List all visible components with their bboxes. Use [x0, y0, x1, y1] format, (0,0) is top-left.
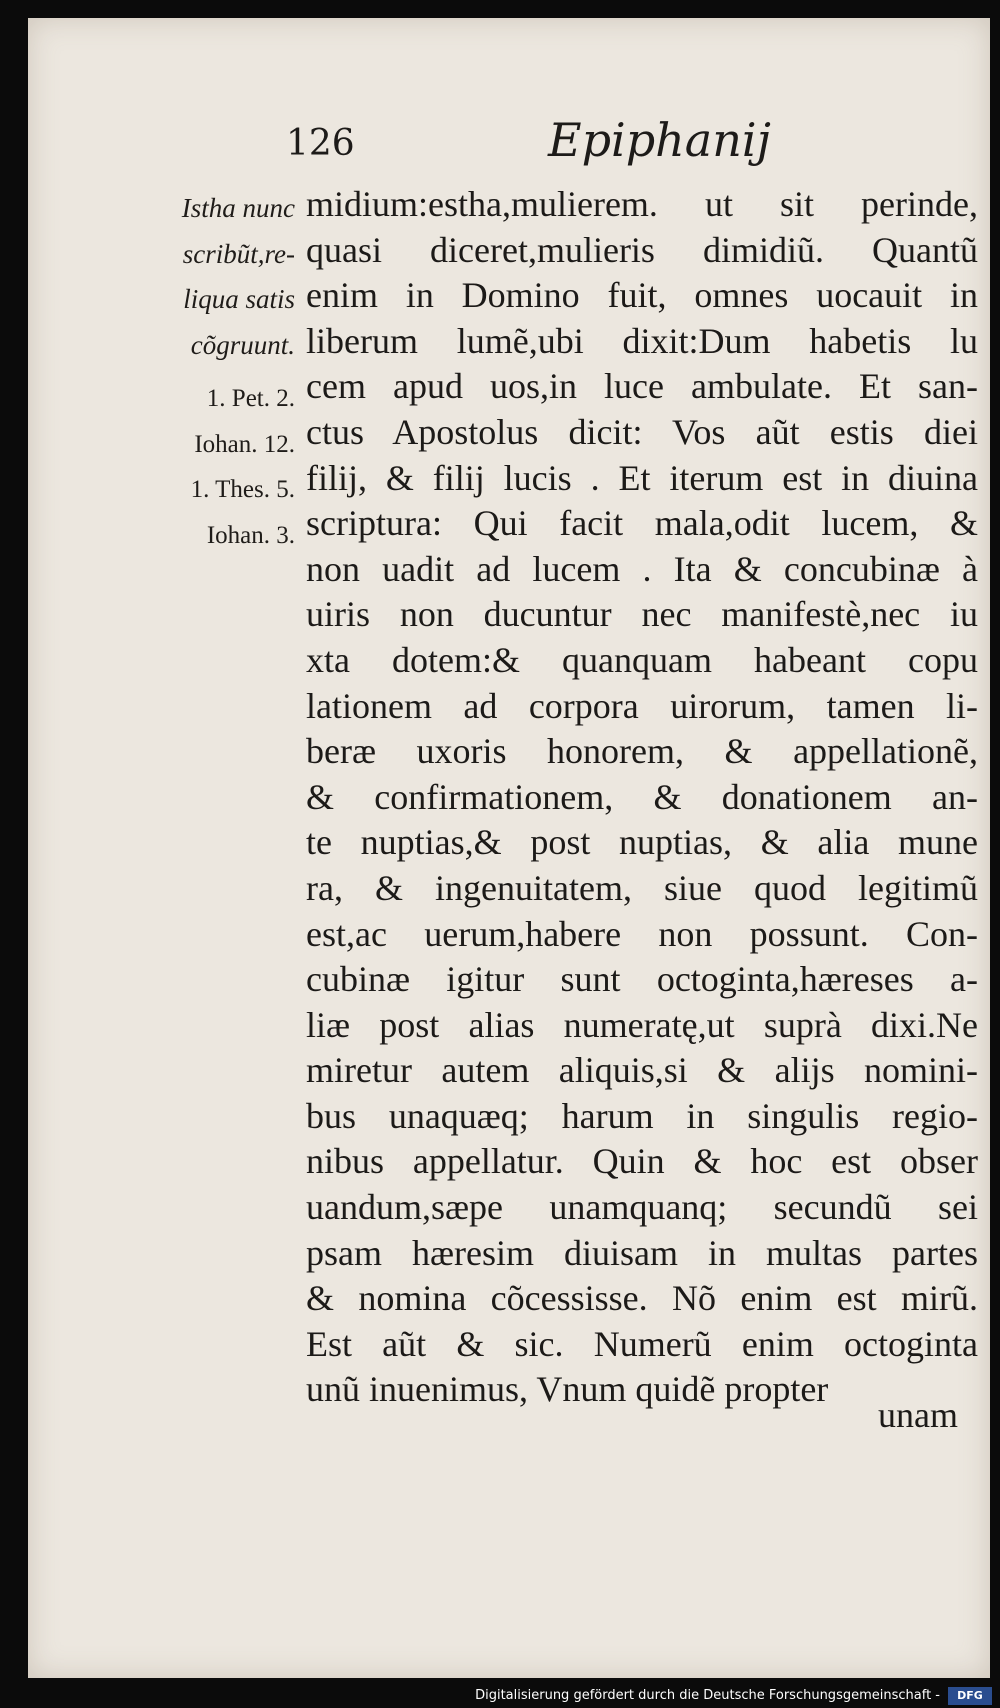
margin-references [120, 376, 295, 558]
funding-credit: Digitalisierung gefördert durch die Deutsche Forschungsgemeinschaft - [475, 1688, 940, 1703]
footer-bar [0, 1686, 1000, 1708]
text-line: beræ uxoris honorem, & appellationẽ, [306, 731, 978, 772]
text-line: nibus appellatur. Quin & hoc est obser [306, 1141, 978, 1182]
text-line: uiris non ducuntur nec manifestè,nec iu [306, 594, 978, 635]
text-line: cem apud uos,in luce ambulate. Et san- [306, 366, 978, 407]
margin-ref: 1. Pet. 2. [206, 385, 295, 412]
dfg-logo: DFG [948, 1687, 992, 1705]
text-line: xta dotem:& quanquam habeant copu [306, 639, 978, 680]
text-line: & confirmationem, & donationem an- [306, 776, 978, 817]
margin-ref: 1. Thes. 5. [190, 476, 295, 504]
page-number: 126 [286, 123, 355, 164]
text-line: cubinæ igitur sunt octoginta,hæreses a- [306, 959, 978, 1000]
text-line: & nomina cõcessisse. Nõ enim est mirũ. [306, 1278, 978, 1319]
margin-note-block [120, 186, 295, 368]
text-line: scriptura: Qui facit mala,odit lucem, & [306, 503, 978, 544]
text-line: liberum lumẽ,ubi dixit:Dum habetis lu [306, 320, 978, 361]
text-line: ra, & ingenuitatem, siue quod legitimũ [306, 867, 978, 908]
text-line: filij, & filij lucis . Et iterum est in diuina [306, 457, 978, 498]
text-line: lationem ad corpora uirorum, tamen li- [306, 685, 978, 726]
text-line: est,ac uerum,habere non possunt. Con- [306, 913, 978, 954]
text-line: psam hæresim diuisam in multas partes [306, 1232, 978, 1273]
text-line: Est aũt & sic. Numerũ enim octoginta [306, 1323, 978, 1364]
text-line: te nuptias,& post nuptias, & alia mune [306, 822, 978, 863]
running-head: Epiphanij [548, 113, 771, 167]
text-line: liæ post alias numeratę,ut suprà dixi.Ne [306, 1004, 978, 1045]
margin-note: Istha nunc scribũt,re- liqua satis cõgruunt. [181, 193, 295, 360]
text-line: non uadit ad lucem . Ita & concubinæ à [306, 548, 978, 589]
book-page [28, 18, 990, 1678]
text-line: bus unaquæq; harum in singulis regio- [306, 1095, 978, 1136]
margin-ref: Iohan. 12. [194, 430, 295, 458]
text-line: unũ inuenimus, Vnum quidẽ propter [306, 1369, 829, 1410]
page-header [28, 113, 990, 173]
text-line: midium:estha,mulierem. ut sit perinde, [306, 184, 978, 224]
text-line: uandum,sæpe unamquanq; secundũ sei [306, 1187, 978, 1228]
margin-ref: Iohan. 3. [206, 521, 295, 549]
catchword: unam [878, 1395, 958, 1435]
body-text [306, 182, 978, 1413]
text-line: ctus Apostolus dicit: Vos aũt estis diei [306, 411, 978, 452]
text-line: enim in Domino fuit, omnes uocauit in [306, 275, 978, 316]
text-line: miretur autem aliquis,si & alijs nomini- [306, 1050, 978, 1091]
text-line: quasi diceret,mulieris dimidiũ. Quantũ [306, 229, 978, 270]
